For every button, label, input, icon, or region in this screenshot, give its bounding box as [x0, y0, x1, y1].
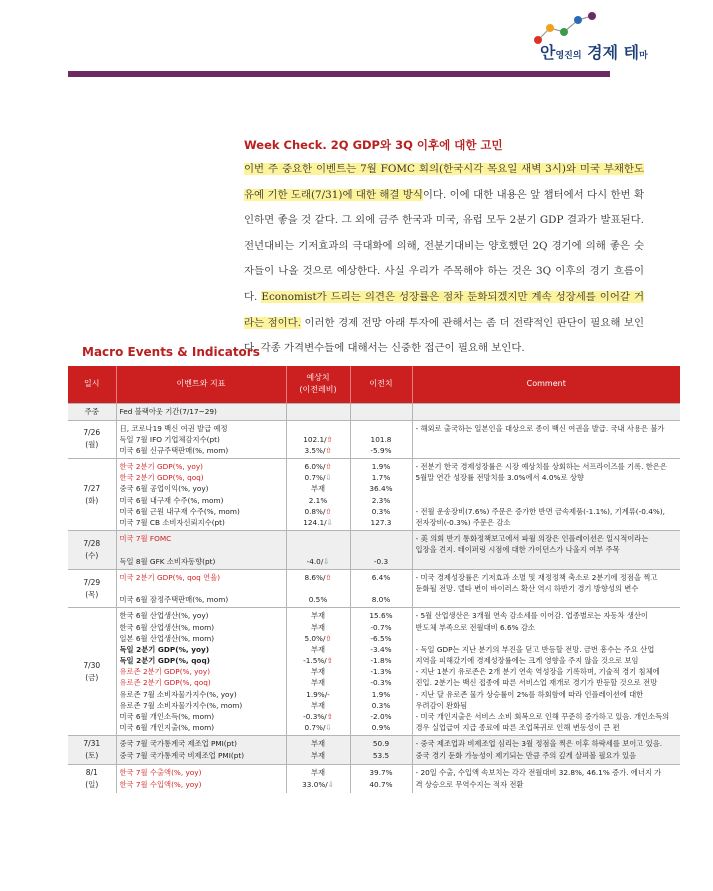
expected-values — [286, 736, 350, 765]
previous-value: 15.6% — [369, 611, 393, 621]
event-comment — [412, 459, 680, 531]
comment-line: - 중국 제조업과 비제조업 심리는 3월 정점을 찍은 이후 하락세를 보이고 있음. — [415, 739, 663, 749]
comment-line: - 지난 1분기 유로존은 2개 분기 연속 역성장을 기록하며, 기술적 경기 침체에 — [415, 667, 660, 677]
event-list — [116, 403, 286, 420]
previous-value: 50.9 — [372, 739, 390, 749]
event-name: 미국 6월 개인지출(%, mom) — [119, 723, 215, 733]
expected-value: 부재 — [310, 750, 326, 760]
event-name: 미국 6월 신규주택판매(%, mom) — [119, 445, 229, 455]
previous-value: -1.8% — [370, 656, 392, 666]
event-name: 독일 8월 GFK 소비자동향(pt) — [119, 556, 216, 566]
previous-value: 0.9% — [371, 723, 391, 733]
expected-value: 8.6%/⇧ — [304, 572, 332, 582]
arrow-up-icon: ⇧ — [325, 445, 332, 455]
event-name: 미국 6월 내구재 수주(%, mom) — [119, 495, 224, 505]
event-list — [116, 736, 286, 765]
comment-line: 입장을 견지. 테이퍼링 시점에 대한 가이던스가 나올지 여부 주목 — [415, 545, 620, 555]
expected-values — [286, 531, 350, 570]
event-name: 유로존 2분기 GDP(%, yoy) — [119, 667, 211, 677]
event-name: 日, 코로나19 백신 여권 발급 예정 — [119, 423, 228, 433]
event-name: 한국 6월 산업생산(%, yoy) — [119, 611, 209, 621]
logo-wordmark: 안영진의 경제 테마 — [540, 43, 648, 62]
expected-value: 5.0%/⇧ — [304, 633, 332, 643]
comment-line: - 독일 GDP는 지난 분기의 부진을 딛고 반등할 전망. 금번 흥수는 주요 산업 — [415, 644, 655, 654]
previous-value: 53.5 — [372, 750, 390, 760]
previous-value: 36.4% — [369, 484, 393, 494]
table-header-row — [68, 366, 680, 403]
table-row — [68, 608, 680, 736]
previous-value: -6.5% — [370, 633, 392, 643]
week-check-title: Week Check. 2Q GDP와 3Q 이후에 대한 고민 — [244, 138, 503, 152]
event-list — [116, 608, 286, 736]
expected-value: 0.5% — [308, 595, 328, 605]
arrow-down-icon: ⇩ — [327, 779, 334, 789]
table-row — [68, 736, 680, 765]
event-date: 7/31 (토) — [68, 736, 116, 765]
highlighted-text: 이번 주 중요한 이벤트는 7월 FOMC 회의(한국시각 목요일 새벽 3시)와 미국 부채한도 유예 기한 도래(7/31)에 대한 해결 방식 — [244, 163, 644, 201]
event-date: 7/30 (금) — [68, 608, 116, 736]
event-name: 미국 6월 개인소득(%, mom) — [119, 712, 215, 721]
table-row — [68, 459, 680, 531]
expected-value: 부재 — [310, 611, 326, 621]
header-expected: 예상치 (이전레비) — [286, 366, 350, 403]
arrow-up-icon: ⇧ — [325, 462, 332, 472]
previous-value — [354, 544, 409, 555]
expected-value: 0.8%/⇧ — [304, 506, 332, 516]
previous-value: 8.0% — [371, 595, 391, 605]
previous-value — [354, 423, 409, 434]
event-name: 미국 6월 잠정주택판매(%, mom) — [119, 595, 229, 605]
event-name: 미국 6월 근원 내구재 수주(%, mom) — [119, 506, 240, 516]
arrow-down-icon: ⇩ — [326, 518, 333, 527]
expected-value: 0.7%/⇩ — [304, 473, 332, 483]
event-date: 주중 — [68, 403, 116, 420]
expected-values — [286, 403, 350, 420]
arrow-up-icon: ⇧ — [325, 572, 332, 582]
comment-line: 전자장비(-0.3%) 주문은 감소 — [415, 518, 511, 527]
expected-value: 1.9%/- — [306, 689, 330, 699]
previous-values — [350, 420, 412, 459]
arrow-up-icon: ⇧ — [326, 434, 333, 444]
expected-value: -4.0/⇩ — [306, 556, 330, 566]
previous-value: 0.3% — [371, 700, 391, 710]
comment-line: 경우 실업급여 지급 종료에 따른 조업복귀로 인해 변동성이 큰 편 — [415, 723, 620, 733]
brand-logo — [520, 6, 710, 62]
header-date: 일시 — [68, 366, 116, 403]
event-name: 유로존 2분기 GDP(%, qoq) — [119, 678, 211, 688]
previous-values — [350, 569, 412, 608]
event-name: 한국 7월 수입액(%, yoy) — [119, 779, 202, 789]
event-name: 유로존 7월 소비자물가지수(%, yoy) — [119, 689, 237, 699]
macro-events-table — [68, 366, 680, 793]
previous-values — [350, 736, 412, 765]
event-date: 8/1 (일) — [68, 765, 116, 794]
previous-value: -3.4% — [370, 644, 392, 654]
previous-value: 127.3 — [370, 518, 392, 527]
expected-value: 124.1/⇩ — [303, 518, 333, 527]
arrow-down-icon: ⇩ — [325, 473, 332, 483]
event-comment — [412, 531, 680, 570]
event-name: 한국 2분기 GDP(%, yoy) — [119, 462, 204, 472]
comment-line: - 20일 수출, 수입액 속보치는 각각 전월대비 32.8%, 46.1% 증가. 에너지 가 — [415, 768, 662, 778]
previous-values — [350, 403, 412, 420]
comment-line: - 지난 달 유로존 물가 상승률이 2%를 하회함에 따라 인플레이션에 대한 — [415, 689, 644, 699]
previous-value: -0.7% — [370, 622, 392, 632]
comment-line: - 해외로 출국하는 일본인을 대상으로 종이 백신 여권을 발급. 국내 사용은 불가 — [415, 423, 665, 433]
event-name: 독일 2분기 GDP(%, yoy) — [119, 644, 210, 654]
previous-value — [354, 406, 409, 417]
previous-value — [354, 583, 409, 594]
expected-value: 부재 — [310, 484, 326, 494]
body-text: 이다. 이에 대한 내용은 앞 챕터에서 다시 한번 확인하면 좋을 것 같다. 그 외에 금주 한국과 미국, 유럽 모두 2분기 GDP 결과가 발표된다. 전년대비는 기저효과의 극대화에 의해, 전분기대비는 양호했던 2Q 경기에 의해 좋은 숫자들이 나올 것으로 예상한다. 사실 우리가 주목해야 하는 것은 3Q 이후의 경기 흐름이다. — [244, 188, 644, 303]
previous-value: -1.3% — [370, 667, 392, 677]
previous-value: -2.0% — [370, 712, 392, 721]
comment-line — [416, 483, 678, 494]
event-name: 미국 2분기 GDP(%, qoq 연율) — [119, 572, 221, 582]
arrow-up-icon: ⇧ — [325, 633, 332, 643]
expected-value: -1.5%/⇧ — [303, 656, 333, 666]
previous-value: -0.3 — [373, 556, 389, 566]
comment-line — [416, 495, 678, 506]
comment-line: 진입. 2분기는 백신 접종에 따른 서비스업 재개로 경기가 반등할 것으로 전망 — [415, 678, 658, 688]
expected-value: 부재 — [310, 622, 326, 632]
event-list — [116, 459, 286, 531]
comment-line: 반도체 부족으로 전월대비 6.6% 감소 — [415, 622, 535, 632]
previous-value — [354, 533, 409, 544]
arrow-down-icon: ⇩ — [323, 556, 330, 566]
event-list — [116, 569, 286, 608]
event-comment — [412, 420, 680, 459]
expected-values — [286, 569, 350, 608]
event-name: 미국 7월 FOMC — [119, 534, 172, 544]
previous-value: 1.7% — [371, 473, 391, 483]
expected-value: 0.7%/⇩ — [304, 723, 332, 733]
expected-value: 102.1/⇧ — [303, 434, 333, 444]
expected-value: 6.0%/⇧ — [304, 462, 332, 472]
expected-value — [290, 544, 347, 555]
comment-line: - 5월 산업생산은 3개월 연속 감소세를 이어감. 업종별로는 자동차 생산이 — [415, 611, 648, 621]
previous-value: 1.9% — [371, 462, 391, 472]
comment-line: 둔화될 전망. 델타 변이 바이러스 확산 역시 하반기 경기 방향성의 변수 — [415, 583, 639, 593]
arrow-up-icon: ⇧ — [326, 656, 333, 666]
previous-values — [350, 608, 412, 736]
comment-line: 격 상승으로 무역수지는 적자 전환 — [415, 779, 524, 789]
table-row — [68, 420, 680, 459]
comment-line: 중국 경기 둔화 가능성이 제기되는 만큼 주의 깊게 살펴볼 필요가 있음 — [415, 750, 637, 760]
table-row — [68, 403, 680, 420]
event-comment — [412, 403, 680, 420]
header-event: 이벤트와 지표 — [116, 366, 286, 403]
previous-value: 2.3% — [371, 495, 391, 505]
event-name: 중국 7월 국가통계국 제조업 PMI(pt) — [119, 739, 237, 749]
expected-value: 부재 — [310, 700, 326, 710]
expected-values — [286, 608, 350, 736]
header-divider-bar — [68, 71, 610, 77]
event-date: 7/26 (월) — [68, 420, 116, 459]
table-row — [68, 531, 680, 570]
expected-value: -0.3%/⇧ — [303, 712, 333, 721]
expected-value: 부재 — [310, 644, 326, 654]
comment-line: 지역을 피해갔기에 경제성장률에는 크게 영향을 주지 않을 것으로 보임 — [415, 656, 639, 666]
previous-value: 40.7% — [369, 779, 393, 789]
previous-value: 1.9% — [371, 689, 391, 699]
event-name: 중국 6월 공업이익(%, yoy) — [119, 484, 209, 494]
comment-line: - 美 의회 반기 통화정책보고에서 파월 의장은 인플레이션은 일시적이라는 — [415, 534, 649, 544]
event-name: 일본 6월 산업생산(%, mom) — [119, 633, 215, 643]
highlighted-text: Economist가 드리는 의견은 성장률은 점차 둔화되겠지만 계속 성장세를 이어갈 거라는 점이다. — [244, 290, 644, 329]
expected-values — [286, 420, 350, 459]
event-name: 독일 7월 IFO 기업체감지수(pt) — [119, 434, 220, 444]
arrow-down-icon: ⇩ — [325, 723, 332, 733]
previous-value: -0.3% — [370, 678, 392, 688]
table-row — [68, 569, 680, 608]
event-comment — [412, 569, 680, 608]
expected-value: 3.5%/⇧ — [304, 445, 332, 455]
event-name: 미국 7월 CB 소비자신뢰지수(pt) — [119, 518, 225, 527]
comment-line: - 미국 개인지출은 서비스 소비 회복으로 인해 꾸준히 증가하고 있음. 개인소득의 — [415, 712, 670, 721]
comment-line: 5월말 연간 성장률 전망치를 3.0%에서 4.0%로 상향 — [415, 473, 584, 483]
comment-line — [416, 633, 678, 644]
previous-value: 0.3% — [371, 506, 391, 516]
expected-value — [290, 406, 347, 417]
previous-value: 6.4% — [371, 572, 391, 582]
expected-value: 33.0%/⇩ — [302, 779, 334, 789]
event-date: 7/29 (목) — [68, 569, 116, 608]
expected-value: 2.1% — [308, 495, 328, 505]
arrow-up-icon: ⇧ — [325, 506, 332, 516]
previous-value: -5.9% — [370, 445, 392, 455]
event-comment — [412, 736, 680, 765]
expected-value: 부재 — [310, 667, 326, 677]
event-date: 7/28 (수) — [68, 531, 116, 570]
expected-values — [286, 459, 350, 531]
comment-line — [416, 406, 678, 417]
expected-value — [290, 583, 347, 594]
event-name: 독일 2분기 GDP(%, qoq) — [119, 656, 210, 666]
previous-values — [350, 459, 412, 531]
event-comment — [412, 765, 680, 794]
event-name: 중국 7월 국가통계국 비제조업 PMI(pt) — [119, 750, 245, 760]
macro-section-title: Macro Events & Indicators — [82, 345, 260, 359]
comment-line: 우려감이 완화됨 — [415, 700, 468, 710]
expected-values — [286, 765, 350, 794]
event-name: 한국 2분기 GDP(%, qoq) — [119, 473, 204, 483]
event-name: 한국 6월 산업생산(%, mom) — [119, 622, 215, 632]
previous-values — [350, 531, 412, 570]
comment-line: - 미국 경제성장률은 기저효과 소멸 및 재정정책 축소로 2분기에 정점을 찍고 — [415, 572, 658, 582]
expected-value: 부재 — [310, 739, 326, 749]
expected-value: 부재 — [310, 678, 326, 688]
event-name: 유로존 7월 소비자물가지수(%, mom) — [119, 700, 243, 710]
expected-value — [290, 533, 347, 544]
event-list — [116, 531, 286, 570]
header-previous: 이전치 — [350, 366, 412, 403]
expected-value: 부재 — [310, 768, 326, 778]
event-list — [116, 420, 286, 459]
comment-line: - 전분기 한국 경제성장률은 시장 예상치를 상회하는 서프라이즈를 기록. 한은은 — [415, 462, 667, 472]
event-name: 한국 7월 수출액(%, yoy) — [119, 768, 202, 778]
previous-values — [350, 765, 412, 794]
body-text: 이러한 경제 전망 아래 투자에 관해서는 좀 더 전략적인 판단이 필요해 보인다. 각종 가격변수들에 대해서는 신중한 접근이 필요해 보인다. — [244, 316, 644, 355]
header-comment: Comment — [412, 366, 680, 403]
event-comment — [412, 608, 680, 736]
event-name — [120, 544, 283, 555]
event-name — [120, 583, 283, 594]
previous-value: 101.8 — [370, 434, 392, 444]
expected-value — [290, 423, 347, 434]
event-list — [116, 765, 286, 794]
arrow-up-icon: ⇧ — [326, 712, 333, 721]
comment-line: - 전월 운송장비(7.6%) 주문은 증가한 반면 금속제품(-1.1%), 기계류(-0.4%), — [415, 506, 665, 516]
previous-value: 39.7% — [369, 768, 393, 778]
event-date: 7/27 (화) — [68, 459, 116, 531]
table-row — [68, 765, 680, 794]
event-name: Fed 블랙아웃 기간(7/17~29) — [119, 406, 217, 416]
week-check-body — [244, 157, 644, 362]
